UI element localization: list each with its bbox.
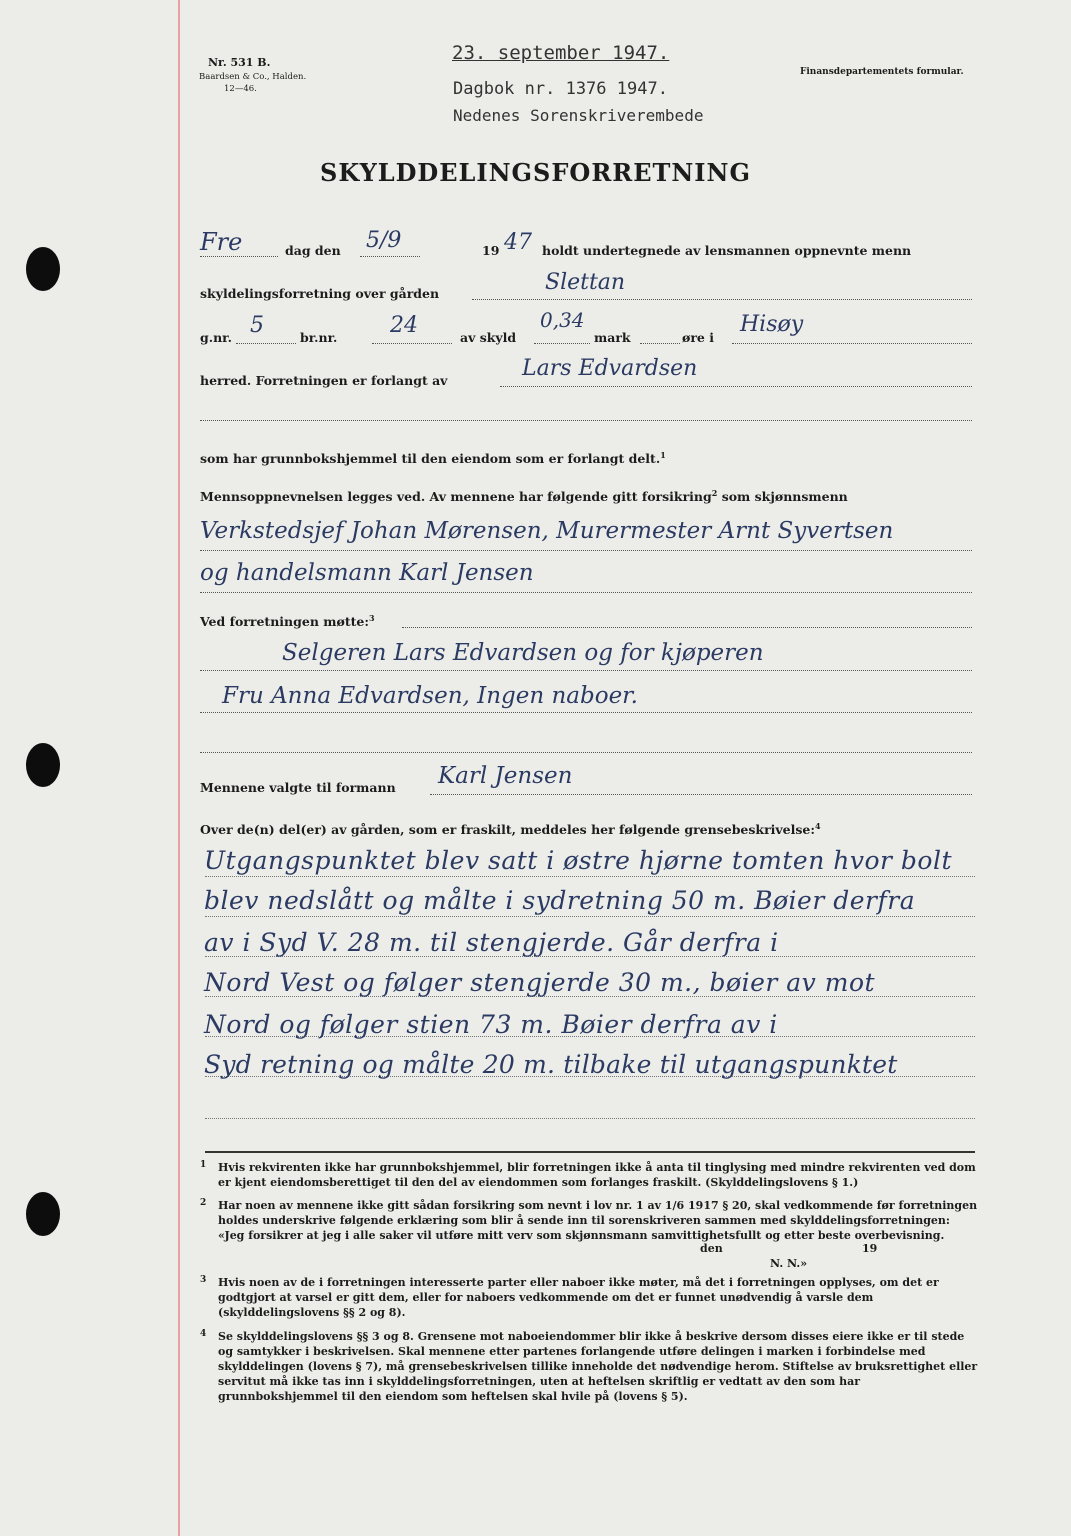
footnote-number: 3 <box>200 1275 207 1285</box>
label-dag-den: dag den <box>285 243 341 258</box>
boundary-line-5: Nord og følger stien 73 m. Bøier derfra av i <box>204 1010 778 1039</box>
punch-hole-middle <box>26 743 60 787</box>
handwritten-chairman: Karl Jensen <box>438 763 573 789</box>
handwritten-farm: Slettan <box>545 270 626 295</box>
margin-line <box>178 0 180 1536</box>
label-appointment: Mennsoppnevnelsen legges ved. Av mennene har følgende gitt forsikring$^2$ som skjønnsmenn <box>200 488 848 505</box>
label-gnr: g.nr. <box>200 330 232 345</box>
rule-line <box>205 876 975 877</box>
fill-line <box>430 794 972 795</box>
fill-line <box>200 550 972 551</box>
label-farm: skyldelingsforretning over gården <box>200 286 440 301</box>
label-mark: mark <box>594 330 631 345</box>
footnote-number: 4 <box>200 1329 207 1339</box>
label-ore: øre i <box>682 330 714 345</box>
handwritten-requester: Lars Edvardsen <box>522 356 698 381</box>
handwritten-brnr: 24 <box>390 313 418 338</box>
fill-line <box>640 343 680 344</box>
publisher-date: 12—46. <box>224 84 257 94</box>
footnote-4 <box>200 1329 980 1404</box>
fill-line <box>200 670 972 671</box>
stamp-date: 23. september 1947. <box>452 42 670 64</box>
document-title: SKYLDDELINGSFORRETNING <box>320 158 751 187</box>
fill-line <box>200 712 972 713</box>
handwritten-gnr: 5 <box>250 313 264 338</box>
stamp-journal-number: Dagbok nr. 1376 1947. <box>453 79 668 99</box>
fill-line <box>200 752 972 753</box>
fill-line <box>472 299 972 300</box>
fill-line <box>200 592 972 593</box>
form-number: Nr. 531 B. <box>208 56 271 69</box>
label-boundary: Over de(n) del(er) av gården, som er fraskilt, meddeles her følgende grensebeskrivelse:$^4$ <box>200 821 821 838</box>
handwritten-attended-line2: Fru Anna Edvardsen, Ingen naboer. <box>222 683 638 709</box>
footnote-text: Hvis rekvirenten ikke har grunnbokshjemmel, blir forretningen ikke å anta til tinglysing med mindre rekvirenten ved dom er kjent eiendomsberettiget til den del av eiendommen som forlanges fraskilt. (Skylddelingslovens § 1.) <box>218 1161 976 1189</box>
fill-line <box>372 343 452 344</box>
boundary-line-6: Syd retning og målte 20 m. tilbake til utgangspunktet <box>204 1050 898 1079</box>
fill-line <box>200 420 972 421</box>
handwritten-men-line1: Verkstedsjef Johan Mørensen, Murermester Arnt Syvertsen <box>200 518 894 544</box>
footnote-number: 2 <box>200 1198 207 1208</box>
rule-line <box>205 916 975 917</box>
fill-line <box>500 386 972 387</box>
footnote-2-den: den <box>700 1242 723 1255</box>
boundary-line-3: av i Syd V. 28 m. til stengjerde. Går derfra i <box>204 928 779 957</box>
handwritten-date: 5/9 <box>366 228 402 253</box>
footnote-2 <box>200 1198 980 1243</box>
rule-line <box>205 1118 975 1119</box>
fill-line <box>534 343 590 344</box>
fill-line <box>360 256 420 257</box>
label-title-holder: som har grunnbokshjemmel til den eiendom som er forlangt delt.$^1$ <box>200 450 666 467</box>
footnote-rule <box>205 1151 975 1153</box>
ministry-form-label: Finansdepartementets formular. <box>800 67 964 77</box>
footnote-2-year: 19 <box>862 1242 878 1255</box>
footnote-number: 1 <box>200 1160 207 1170</box>
label-row1-rest: holdt undertegnede av lensmannen oppnevnte menn <box>542 243 912 258</box>
footnote-2-signature: N. N.» <box>770 1257 808 1270</box>
label-brnr: br.nr. <box>300 330 338 345</box>
punch-hole-top <box>26 247 60 291</box>
footnote-text: Hvis noen av de i forretningen interesserte parter eller naboer ikke møter, må det i forretningen opplyses, om det er godtgjort at varsel er gitt dem, eller for naboers vedkommende om det er funnet unødvendig å varsle dem (skylddelingslovens §§ 2 og 8). <box>218 1276 939 1319</box>
handwritten-skyld: 0,34 <box>540 308 585 332</box>
handwritten-men-line2: og handelsmann Karl Jensen <box>200 560 534 586</box>
fill-line <box>236 343 296 344</box>
label-skyld: av skyld <box>460 330 517 345</box>
handwritten-day: Fre <box>200 228 243 256</box>
fill-line <box>732 343 972 344</box>
publisher-line: Baardsen & Co., Halden. <box>199 72 307 82</box>
stamp-office: Nedenes Sorenskriverembede <box>453 106 704 125</box>
label-attended: Ved forretningen møtte:$^3$ <box>200 613 375 630</box>
footnote-text: Har noen av mennene ikke gitt sådan forsikring som nevnt i lov nr. 1 av 1/6 1917 § 20, skal vedkommende før forretningen holdes underskrive følgende erklæring som blir å sende inn til sorenskriveren sammen med skylddelingsforretningen: «Jeg forsikrer at jeg i alle saker vil utføre mitt verv som skjønnsmann samvittighetsfullt og etter beste overbevisning. <box>218 1199 978 1242</box>
boundary-line-1: Utgangspunktet blev satt i østre hjørne tomten hvor bolt <box>204 846 953 875</box>
label-year-prefix: 19 <box>482 243 500 258</box>
handwritten-year: 47 <box>504 230 532 255</box>
label-requested-by: herred. Forretningen er forlangt av <box>200 373 448 388</box>
fill-line <box>200 256 278 257</box>
boundary-line-4: Nord Vest og følger stengjerde 30 m., bøier av mot <box>204 968 876 997</box>
handwritten-attended-line1: Selgeren Lars Edvardsen og for kjøperen <box>282 640 764 666</box>
fill-line <box>402 627 972 628</box>
footnote-text: Se skylddelingslovens §§ 3 og 8. Grensene mot naboeiendommer blir ikke å beskrive dersom disses eiere ikke er til stede og samtykker i beskrivelsen. Skal mennene etter partenes forlangende utføre delingen i marken i forbindelse med skylddelingen (lovens § 7), må grensebeskrivelsen tillike inneholde det nødvendige herom. Stiftelse av bruksrettighet eller servitut må ikke tas inn i skylddelingsforretningen, uten at heftelsen skriftlig er vedtatt av den som har grunnbokshjemmel til den eiendom som heftelsen skal hvile på (lovens § 5). <box>218 1330 978 1403</box>
label-chairman: Mennene valgte til formann <box>200 780 396 795</box>
footnote-3 <box>200 1275 980 1320</box>
boundary-line-2: blev nedslått og målte i sydretning 50 m. Bøier derfra <box>204 886 916 915</box>
handwritten-herred: Hisøy <box>740 312 804 337</box>
punch-hole-bottom <box>26 1192 60 1236</box>
footnote-1 <box>200 1160 980 1190</box>
